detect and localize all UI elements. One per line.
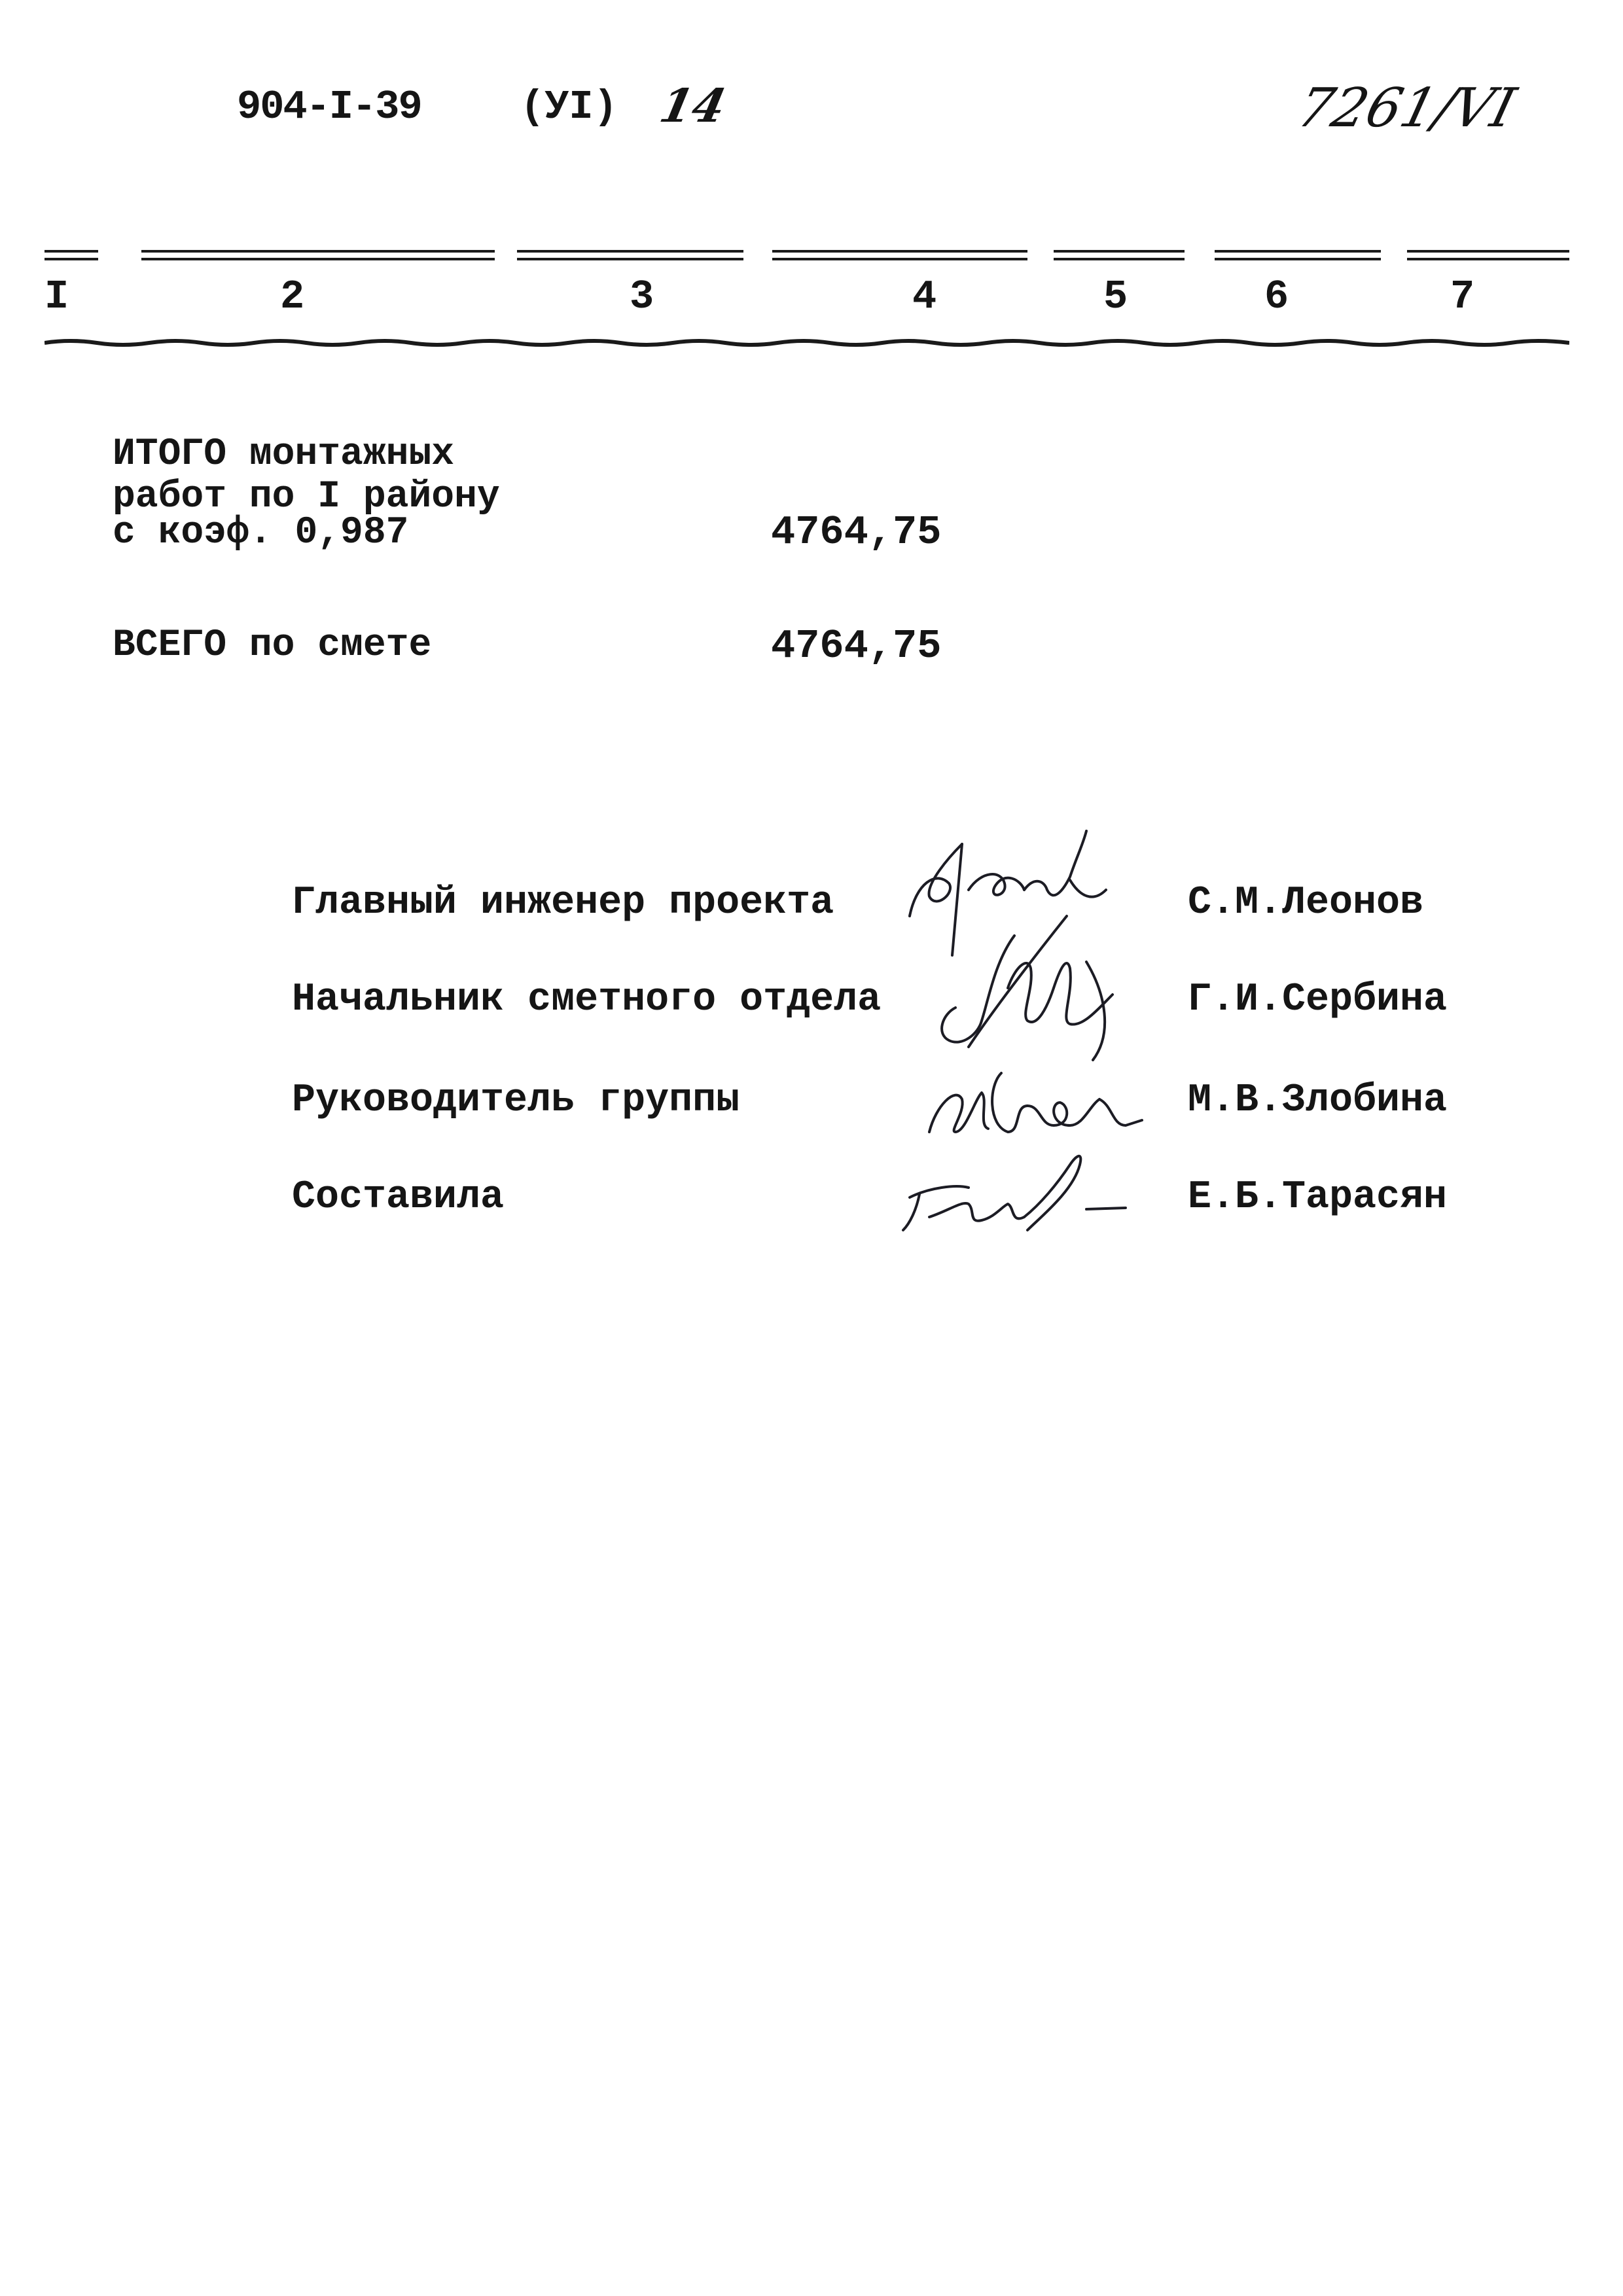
estimate-total-value: 4764,75 [771, 623, 942, 669]
estimate-total-label: ВСЕГО по смете [113, 624, 432, 667]
signature-role-head-of-estimates: Начальник сметного отдела [292, 978, 882, 1022]
column-number-2: 2 [280, 274, 305, 320]
signature-role-group-leader: Руководитель группы [292, 1078, 740, 1123]
column-number-7: 7 [1450, 274, 1475, 320]
column-header-top-rule [45, 247, 1569, 264]
installation-total-value: 4764,75 [771, 509, 942, 556]
document-code: 904-I-39 [237, 84, 421, 130]
column-number-5: 5 [1103, 274, 1128, 320]
signature-name-head-of-estimates: Г.И.Сербина [1188, 978, 1448, 1022]
column-number-4: 4 [912, 274, 937, 320]
page-number: 14 [655, 79, 731, 133]
installation-total-label-line-3: с коэф. 0,987 [113, 512, 409, 554]
signature-role-chief-engineer: Главный инженер проекта [292, 881, 834, 925]
installation-total-label-line-2: работ по I району [113, 476, 500, 518]
column-number-1: I [45, 274, 69, 320]
installation-total-label-line-1: ИТОГО монтажных [113, 433, 455, 476]
signature-name-chief-engineer: С.М.Леонов [1188, 881, 1424, 925]
signature-role-compiler: Составила [292, 1175, 505, 1220]
signature-name-group-leader: М.В.Злобина [1188, 1078, 1448, 1123]
document-section: (УI) [520, 84, 618, 130]
column-number-3: 3 [630, 274, 654, 320]
column-header-bottom-rule [45, 338, 1569, 348]
signature-name-compiler: Е.Б.Тарасян [1188, 1175, 1448, 1220]
inventory-number: 7261/VI [1291, 77, 1522, 139]
signature-mark-compiler [890, 1132, 1152, 1243]
column-number-6: 6 [1264, 274, 1289, 320]
